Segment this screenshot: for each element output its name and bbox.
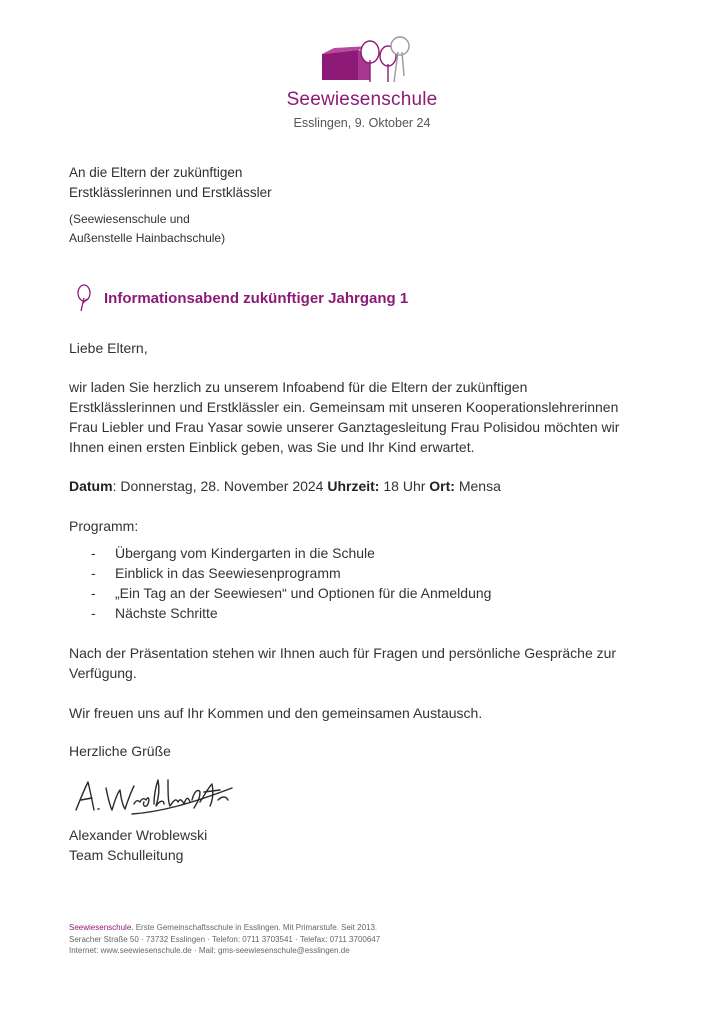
program-list: [69, 543, 669, 623]
footer-address: Seracher Straße 50 · 73732 Esslingen · Telefon: 0711 3703541 · Telefax: 0711 3700647: [69, 935, 381, 944]
list-item: - Nächste Schritte: [91, 605, 218, 621]
place-value: Mensa: [454, 478, 501, 494]
intro-line: Erstklässlerinnen und Erstklässler ein. Gemeinsam mit unseren Kooperationslehrerinnen: [69, 399, 619, 415]
recipient-line-1: An die Eltern der zukünftigen: [69, 165, 243, 180]
time-label: Uhrzeit:: [327, 478, 380, 494]
sender-role: Team Schulleitung: [69, 847, 184, 863]
bullet: -: [91, 605, 96, 621]
footer-tagline: Seewiesenschule. Erste Gemeinschaftsschule in Esslingen. Mit Primarstufe. Seit 2013.: [69, 923, 378, 932]
time-value: 18 Uhr: [379, 478, 430, 494]
recipient-note-1: (Seewiesenschule und: [69, 212, 190, 226]
intro-line: Frau Liebler und Frau Yasar sowie unserer Ganztagesleitung Frau Polisidou möchten wir: [69, 419, 620, 435]
date-label: Datum: [69, 478, 113, 494]
school-building-trees-logo-icon: [318, 36, 418, 86]
list-item: - „Ein Tag an der Seewiesen“ und Optionen für die Anmeldung: [91, 585, 492, 601]
after-line: Verfügung.: [69, 665, 137, 681]
intro-paragraph: [69, 377, 669, 457]
sender-name: Alexander Wroblewski: [69, 827, 208, 843]
recipient-line-2: Erstklässlerinnen und Erstklässler: [69, 185, 272, 200]
closing-line: Wir freuen uns auf Ihr Kommen und den gemeinsamen Austausch.: [69, 705, 483, 721]
list-item: - Einblick in das Seewiesenprogramm: [91, 565, 341, 581]
place-date: Esslingen, 9. Oktober 24: [293, 116, 431, 130]
tree-icon: [73, 284, 95, 312]
footer-brand: Seewiesenschule.: [69, 923, 134, 932]
footer-contact: Internet: www.seewiesenschule.de · Mail: gms-seewiesenschule@esslingen.de: [69, 946, 350, 955]
bullet: -: [91, 585, 96, 601]
bullet: -: [91, 565, 96, 581]
place-label: Ort:: [429, 478, 455, 494]
greeting: Herzliche Grüße: [69, 743, 171, 759]
date-value: : Donnerstag, 28. November 2024: [112, 478, 328, 494]
intro-line: Ihnen einen ersten Einblick geben, was Sie und Ihr Kind erwartet.: [69, 439, 475, 455]
event-details: [69, 476, 669, 496]
salutation: Liebe Eltern,: [69, 340, 148, 356]
list-item: - Übergang vom Kindergarten in die Schule: [91, 545, 375, 561]
school-name: Seewiesenschule: [286, 89, 438, 110]
after-paragraph: [69, 643, 669, 683]
intro-line: wir laden Sie herzlich zu unserem Infoabend für die Eltern der zukünftigen: [69, 379, 528, 395]
subject-heading: Informationsabend zukünftiger Jahrgang 1: [104, 290, 409, 307]
bullet: -: [91, 545, 96, 561]
program-heading: Programm:: [69, 518, 139, 534]
recipient-note-2: Außenstelle Hainbachschule): [69, 231, 226, 245]
handwritten-signature: [70, 774, 240, 820]
after-line: Nach der Präsentation stehen wir Ihnen auch für Fragen und persönliche Gespräche zur: [69, 645, 617, 661]
